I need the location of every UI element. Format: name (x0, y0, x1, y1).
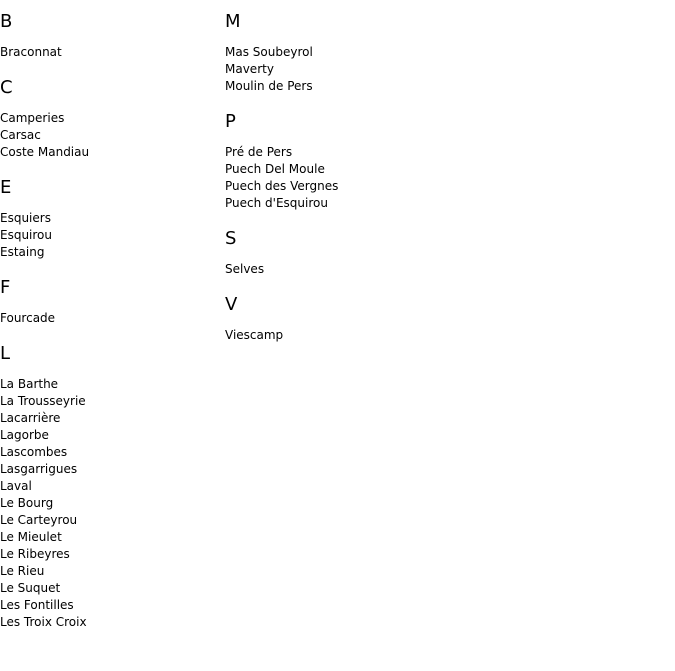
letter-group-l (0, 342, 220, 631)
place-list (225, 327, 465, 344)
list-item (0, 563, 220, 580)
list-item (0, 444, 220, 461)
list-item (0, 512, 220, 529)
letter-heading-c: C (0, 77, 13, 98)
index-column-right (225, 10, 465, 359)
list-item (0, 127, 220, 144)
place-link-le-ribeyres[interactable]: Le Ribeyres (0, 547, 70, 561)
list-item (0, 478, 220, 495)
place-link-le-carteyrou[interactable]: Le Carteyrou (0, 513, 78, 527)
letter-heading-p: P (225, 111, 236, 132)
list-item (0, 110, 220, 127)
list-item (225, 144, 465, 161)
place-link-maverty[interactable]: Maverty (225, 62, 274, 76)
place-list (0, 376, 220, 631)
letter-heading-e: E (0, 177, 12, 198)
place-link-esquirou[interactable]: Esquirou (0, 228, 53, 242)
place-link-pre-de-pers[interactable]: Pré de Pers (225, 145, 293, 159)
list-item (225, 261, 465, 278)
list-item (0, 597, 220, 614)
place-link-esquiers[interactable]: Esquiers (0, 211, 51, 225)
letter-group-v (225, 293, 465, 344)
place-list (225, 144, 465, 212)
place-link-fourcade[interactable]: Fourcade (0, 311, 56, 325)
place-link-moulin-de-pers[interactable]: Moulin de Pers (225, 79, 313, 93)
place-link-carsac[interactable]: Carsac (0, 128, 41, 142)
place-link-le-bourg[interactable]: Le Bourg (0, 496, 54, 510)
place-link-le-rieu[interactable]: Le Rieu (0, 564, 45, 578)
letter-heading-f: F (0, 277, 11, 298)
place-link-mas-soubeyrol[interactable]: Mas Soubeyrol (225, 45, 313, 59)
list-item (0, 210, 220, 227)
letter-heading-m: M (225, 11, 241, 32)
place-list (0, 44, 220, 61)
list-item (0, 529, 220, 546)
list-item (0, 495, 220, 512)
letter-group-e (0, 176, 220, 261)
list-item (225, 161, 465, 178)
place-link-la-trousseyrie[interactable]: La Trousseyrie (0, 394, 86, 408)
place-list (0, 310, 220, 327)
place-link-le-suquet[interactable]: Le Suquet (0, 581, 61, 595)
place-link-laval[interactable]: Laval (0, 479, 32, 493)
place-link-coste-mandiau[interactable]: Coste Mandiau (0, 145, 90, 159)
list-item (0, 580, 220, 597)
list-item (225, 61, 465, 78)
place-link-lasgarrigues[interactable]: Lasgarrigues (0, 462, 78, 476)
place-link-les-fontilles[interactable]: Les Fontilles (0, 598, 74, 612)
letter-heading-v: V (225, 294, 238, 315)
letter-group-f (0, 276, 220, 327)
letter-heading-b: B (0, 11, 13, 32)
list-item (0, 244, 220, 261)
list-item (0, 461, 220, 478)
place-link-estaing[interactable]: Estaing (0, 245, 45, 259)
place-link-camperies[interactable]: Camperies (0, 111, 65, 125)
letter-group-m (225, 10, 465, 95)
letter-group-c (0, 76, 220, 161)
index-column-left (0, 10, 220, 646)
place-list (0, 110, 220, 161)
place-link-braconnat[interactable]: Braconnat (0, 45, 62, 59)
place-list (0, 210, 220, 261)
place-link-les-troix-croix[interactable]: Les Troix Croix (0, 615, 87, 629)
list-item (225, 327, 465, 344)
list-item (0, 546, 220, 563)
letter-group-b (0, 10, 220, 61)
list-item (0, 44, 220, 61)
letter-heading-s: S (225, 228, 237, 249)
place-link-le-mieulet[interactable]: Le Mieulet (0, 530, 62, 544)
letter-group-s (225, 227, 465, 278)
place-list (225, 261, 465, 278)
place-link-puech-des-vergnes[interactable]: Puech des Vergnes (225, 179, 339, 193)
place-link-viescamp[interactable]: Viescamp (225, 328, 284, 342)
place-link-lagorbe[interactable]: Lagorbe (0, 428, 49, 442)
list-item (0, 310, 220, 327)
letter-group-p (225, 110, 465, 212)
list-item (0, 227, 220, 244)
list-item (225, 78, 465, 95)
list-item (0, 614, 220, 631)
place-link-lacarriere[interactable]: Lacarrière (0, 411, 61, 425)
list-item (225, 195, 465, 212)
place-link-la-barthe[interactable]: La Barthe (0, 377, 59, 391)
place-link-lascombes[interactable]: Lascombes (0, 445, 68, 459)
place-link-puech-del-moule[interactable]: Puech Del Moule (225, 162, 325, 176)
list-item (0, 376, 220, 393)
place-list (225, 44, 465, 95)
list-item (225, 44, 465, 61)
list-item (0, 144, 220, 161)
place-link-selves[interactable]: Selves (225, 262, 265, 276)
list-item (0, 427, 220, 444)
list-item (225, 178, 465, 195)
place-link-puech-d-esquirou[interactable]: Puech d'Esquirou (225, 196, 328, 210)
letter-heading-l: L (0, 343, 11, 364)
list-item (0, 393, 220, 410)
list-item (0, 410, 220, 427)
